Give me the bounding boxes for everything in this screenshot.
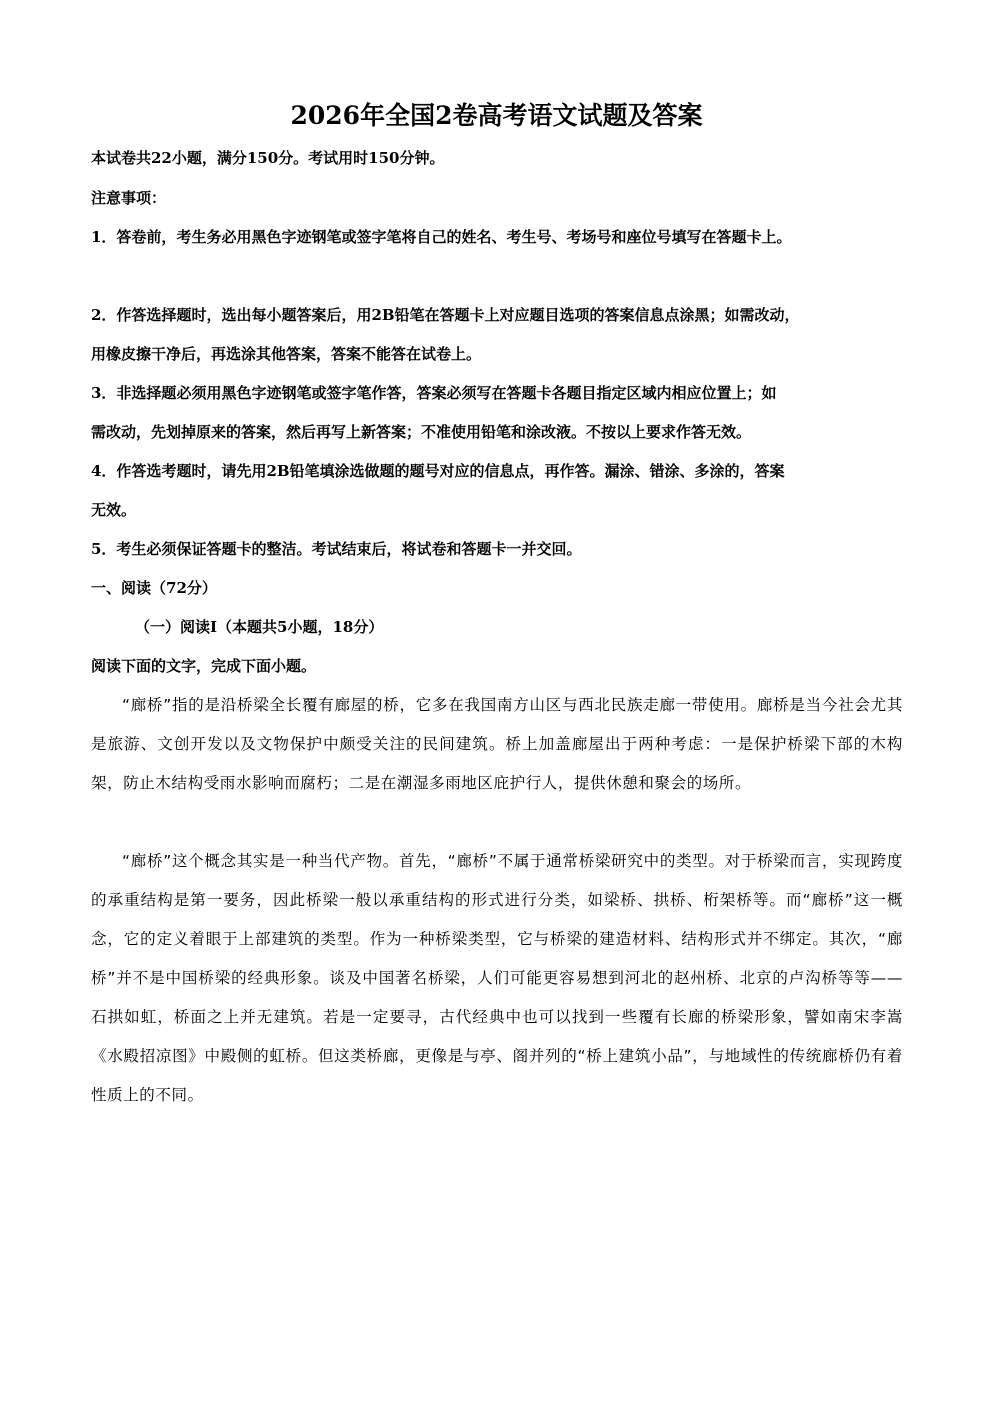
notice-item-5: 5．考生必须保证答题卡的整洁。考试结束后，将试卷和答题卡一并交回。 (91, 540, 582, 558)
passage-paragraph-1: “廊桥”指的是沿桥梁全长覆有廊屋的桥，它多在我国南方山区与西北民族走廊一带使用。廊桥是当今社会尤其是旅游、文创开发以及文物保护中颇受关注的民间建筑。桥上加盖廊屋出于两种考虑：一是保护桥梁下部的木构架，防止木结构受雨水影响而腐朽；二是在潮湿多雨地区庇护行人，提供休憩和聚会的场所。 (91, 696, 903, 792)
reading-instruction: 阅读下面的文字，完成下面小题。 (91, 657, 317, 675)
notice-item-2: 2．作答选择题时，选出每小题答案后，用2B铅笔在答题卡上对应题目选项的答案信息点涂黑；如需改动， (91, 306, 800, 324)
section-heading: 一、阅读（72分） (91, 579, 217, 597)
exam-intro: 本试卷共22小题，满分150分。考试用时150分钟。 (91, 149, 445, 167)
document-title: 2026年全国2卷高考语文试题及答案 (290, 101, 703, 130)
notice-item-3: 3．非选择题必须用黑色字迹钢笔或签字笔作答，答案必须写在答题卡各题目指定区域内相应位置上；如 (91, 384, 777, 402)
passage-paragraph-2: “廊桥”这个概念其实是一种当代产物。首先，“廊桥”不属于通常桥梁研究中的类型。对于桥梁而言，实现跨度的承重结构是第一要务，因此桥梁一般以承重结构的形式进行分类，如梁桥、拱桥、桁架桥等。而“廊桥”这一概念，它的定义着眼于上部建筑的类型。作为一种桥梁类型，它与桥梁的建造材料、结构形式并不绑定。其次，“廊桥”并不是中国桥梁的经典形象。谈及中国著名桥梁，人们可能更容易想到河北的赵州桥、北京的卢沟桥等等——石拱如虹，桥面之上并无建筑。若是一定要寻，古代经典中也可以找到一些覆有长廊的桥梁形象，譬如南宋李嵩《水殿招凉图》中殿侧的虹桥。但这类桥廊，更像是与亭、阁并列的“桥上建筑小品”，与地域性的传统廊桥仍有着性质上的不同。 (91, 852, 903, 1104)
notice-item-2-cont: 用橡皮擦干净后，再选涂其他答案，答案不能答在试卷上。 (91, 345, 482, 363)
notice-item-3-cont: 需改动，先划掉原来的答案，然后再写上新答案；不准使用铅笔和涂改液。不按以上要求作答无效。 (91, 423, 752, 441)
subsection-heading: （一）阅读Ⅰ（本题共5小题，18分） (135, 618, 384, 636)
notice-item-4: 4．作答选考题时，请先用2B铅笔填涂选做题的题号对应的信息点，再作答。漏涂、错涂、多涂的，答案 (91, 462, 785, 480)
notice-heading: 注意事项： (91, 189, 167, 207)
notice-item-1: 1．答卷前，考生务必用黑色字迹钢笔或签字笔将自己的姓名、考生号、考场号和座位号填写在答题卡上。 (91, 228, 792, 246)
notice-item-4-cont: 无效。 (91, 501, 137, 519)
